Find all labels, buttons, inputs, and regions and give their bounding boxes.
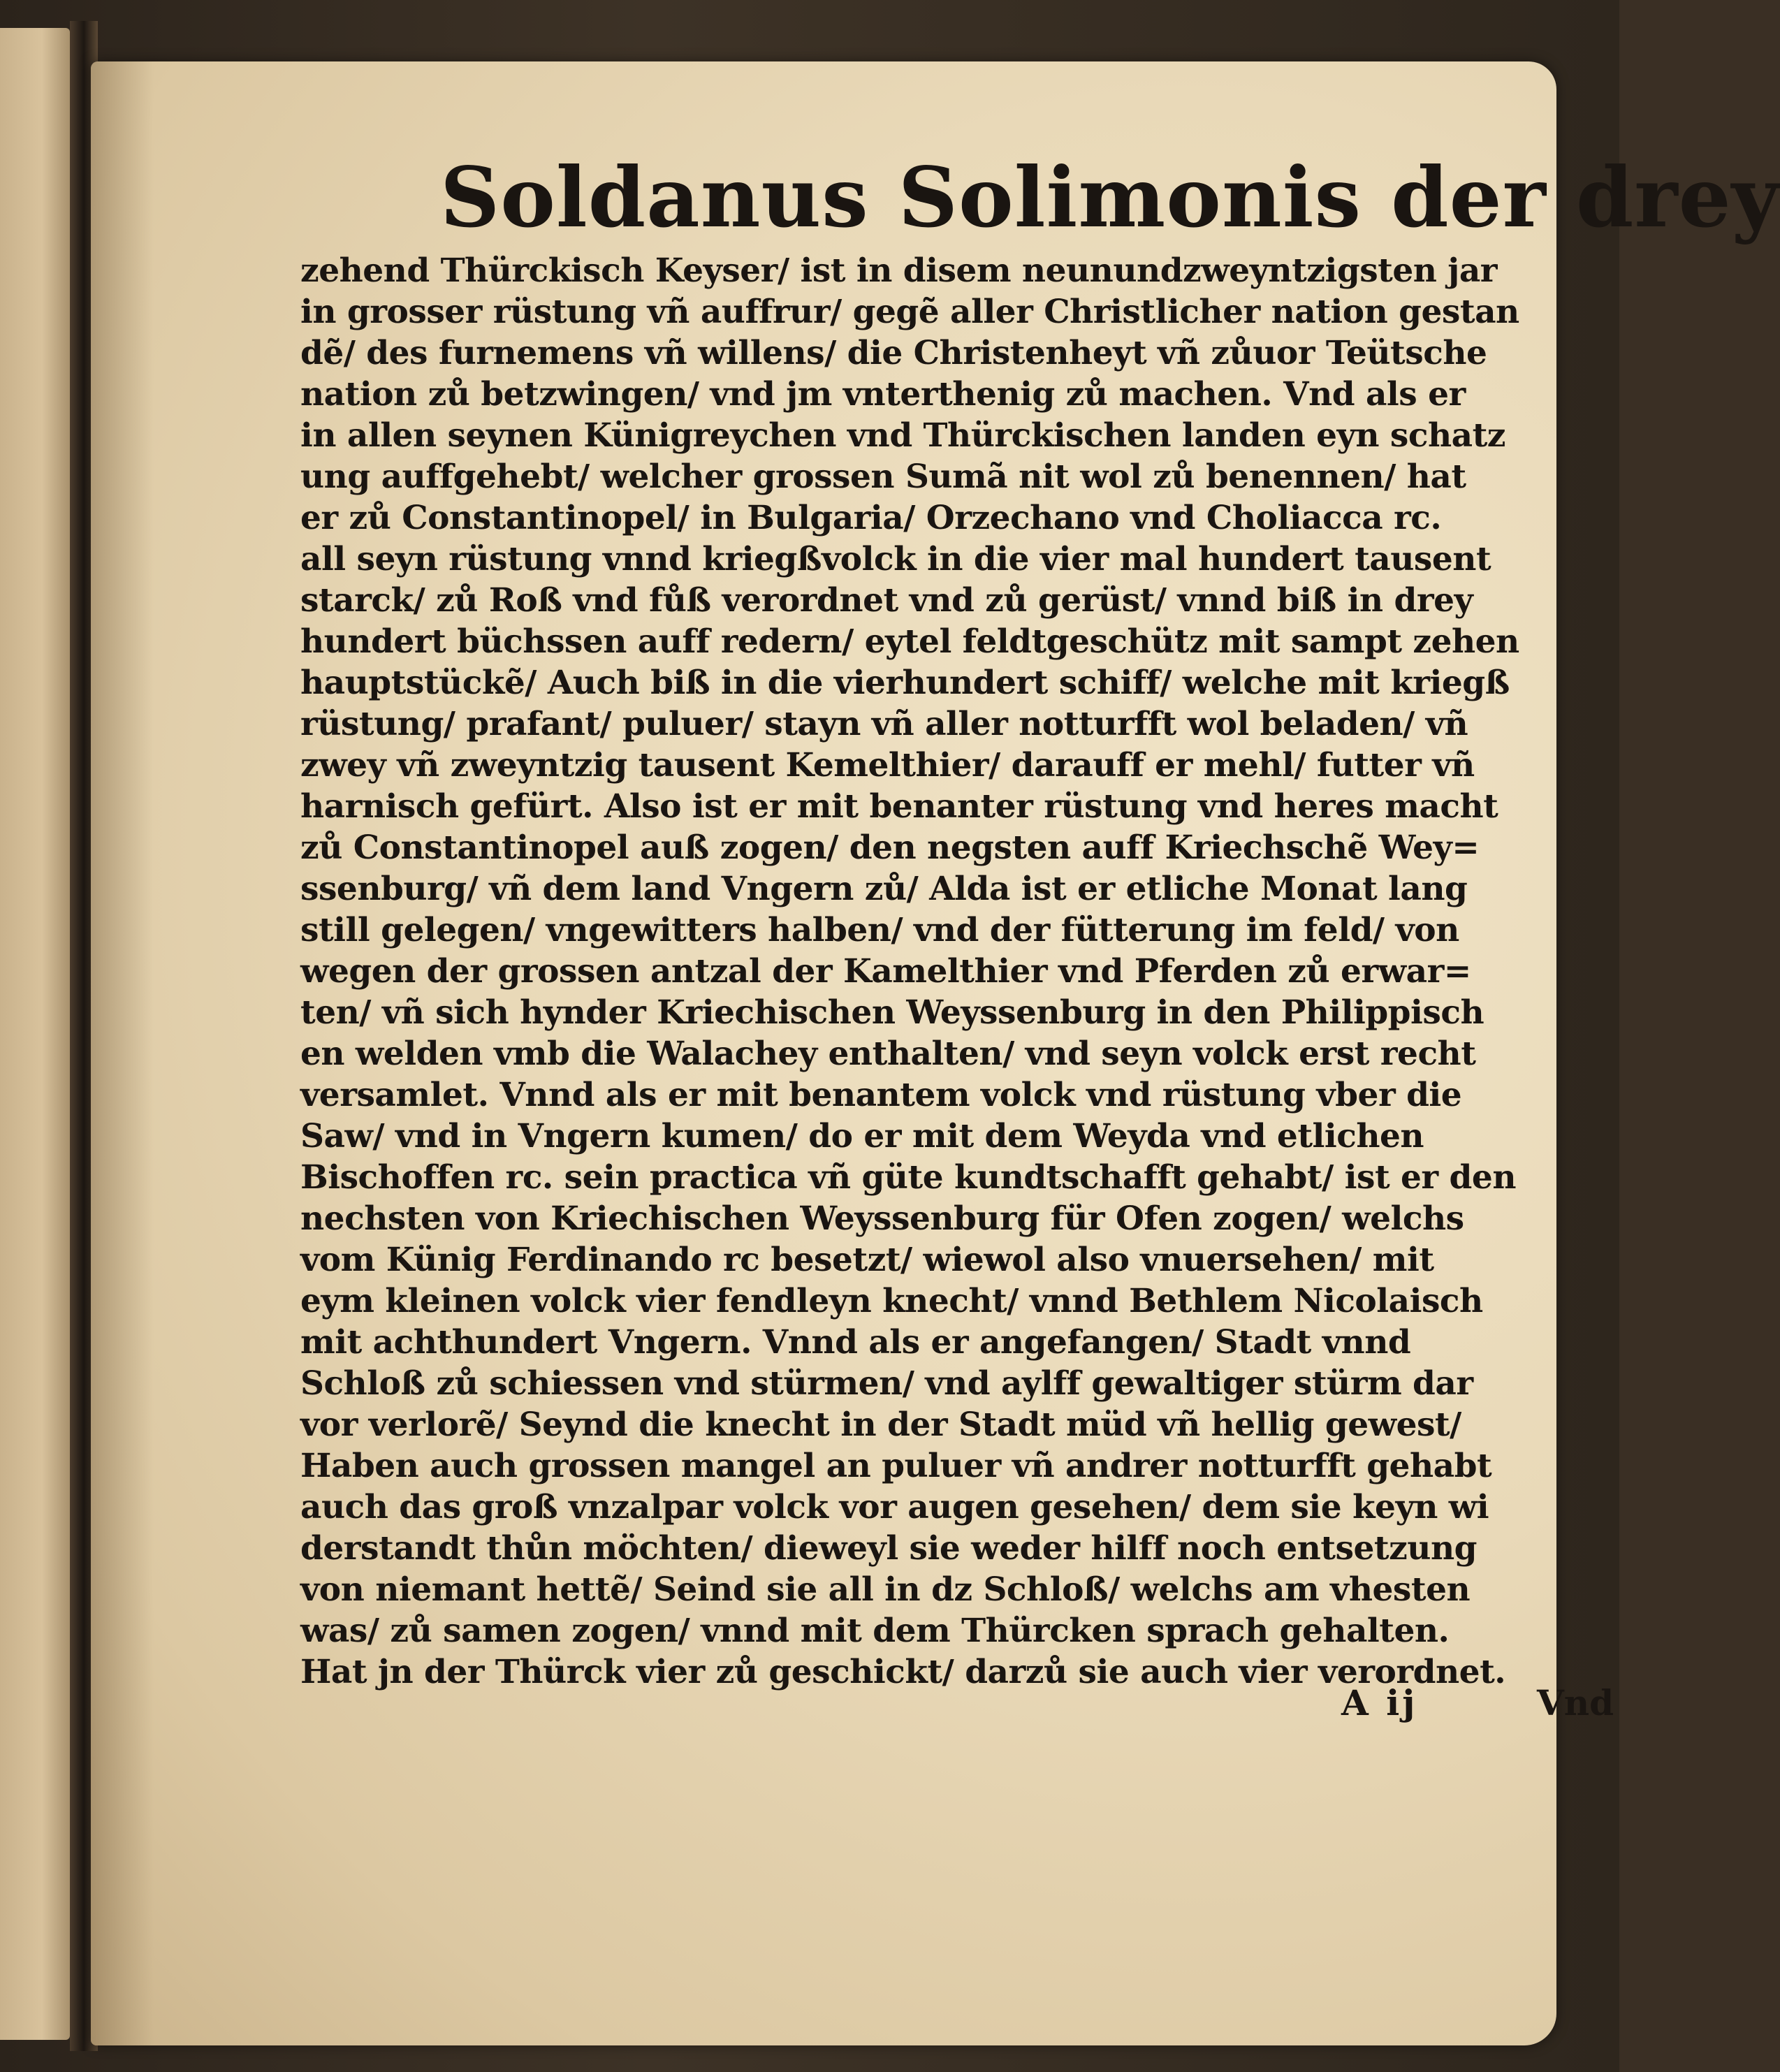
text-line: mit achthundert Vngern. Vnnd als er angefangen/ Stadt vnnd bbox=[300, 1323, 1411, 1362]
text-line: zehend Thürckisch Keyser/ ist in disem neunundzweyntzigsten jar bbox=[300, 251, 1498, 290]
text-line: ten/ vñ sich hynder Kriechischen Weyssenburg in den Philippisch bbox=[300, 993, 1484, 1032]
text-line: starck/ zů Roß vnd fůß verordnet vnd zů gerüst/ vnnd biß in drey bbox=[300, 581, 1473, 620]
text-line: zwey vñ zweyntzig tausent Kemelthier/ darauff er mehl/ futter vñ bbox=[300, 746, 1475, 785]
text-block bbox=[300, 145, 1780, 1693]
text-line: Hat jn der Thürck vier zů geschickt/ darzů sie auch vier verordnet. bbox=[300, 1653, 1506, 1691]
text-line: all seyn rüstung vnnd kriegßvolck in die vier mal hundert tausent bbox=[300, 540, 1491, 578]
text-line: harnisch gefürt. Also ist er mit benanter rüstung vnd heres macht bbox=[300, 787, 1498, 826]
text-line: hauptstückẽ/ Auch biß in die vierhundert schiff/ welche mit kriegß bbox=[300, 664, 1510, 702]
text-line: vor verlorẽ/ Seynd die knecht in der Stadt müd vñ hellig gewest/ bbox=[300, 1406, 1461, 1444]
signature-mark: A ij bbox=[1341, 1682, 1418, 1723]
text-line: in allen seynen Künigreychen vnd Thürckischen landen eyn schatz bbox=[300, 416, 1505, 455]
text-line: vom Künig Ferdinando rc besetzt/ wiewol also vnuersehen/ mit bbox=[300, 1241, 1434, 1279]
text-line: er zů Constantinopel/ in Bulgaria/ Orzechano vnd Choliacca rc. bbox=[300, 499, 1442, 537]
text-line: versamlet. Vnnd als er mit benantem volck vnd rüstung vber die bbox=[300, 1076, 1462, 1114]
text-line: rüstung/ prafant/ puluer/ stayn vñ aller notturfft wol beladen/ vñ bbox=[300, 705, 1468, 743]
page bbox=[91, 61, 1780, 2045]
text-line: zů Constantinopel auß zogen/ den negsten auff Kriechschẽ Wey= bbox=[300, 829, 1480, 867]
text-line: Schloß zů schiessen vnd stürmen/ vnd aylff gewaltiger stürm dar bbox=[300, 1364, 1473, 1403]
text-line: Bischoffen rc. sein practica vñ güte kundtschafft gehabt/ ist er den bbox=[300, 1158, 1516, 1197]
text-line: wegen der grossen antzal der Kamelthier vnd Pferden zů erwar= bbox=[300, 952, 1471, 991]
text-line: eym kleinen volck vier fendleyn knecht/ vnnd Bethlem Nicolaisch bbox=[300, 1282, 1483, 1320]
text-line: was/ zů samen zogen/ vnnd mit dem Thürcken sprach gehalten. bbox=[300, 1612, 1450, 1650]
text-line: nation zů betzwingen/ vnd jm vnterthenig zů machen. Vnd als er bbox=[300, 375, 1466, 414]
text-line: derstandt thůn möchten/ dieweyl sie weder hilff noch entsetzung bbox=[300, 1529, 1477, 1568]
page-heading: Soldanus Solimonis der drey bbox=[440, 149, 1780, 246]
text-line: dẽ/ des furnemens vñ willens/ die Christenheyt vñ zůuor Teütsche bbox=[300, 334, 1487, 372]
text-line: Saw/ vnd in Vngern kumen/ do er mit dem Weyda vnd etlichen bbox=[300, 1117, 1424, 1155]
text-line: von niemant hettẽ/ Seind sie all in dz Schloß/ welchs am vhesten bbox=[300, 1570, 1471, 1609]
text-line: Haben auch grossen mangel an puluer vñ andrer notturfft gehabt bbox=[300, 1447, 1492, 1485]
text-line: ssenburg/ vñ dem land Vngern zů/ Alda ist er etliche Monat lang bbox=[300, 870, 1468, 908]
text-line: nechsten von Kriechischen Weyssenburg für Ofen zogen/ welchs bbox=[300, 1199, 1464, 1238]
text-line: in grosser rüstung vñ auffrur/ gegẽ aller Christlicher nation gestan bbox=[300, 293, 1519, 331]
text-line: en welden vmb die Walachey enthalten/ vnd seyn volck erst recht bbox=[300, 1035, 1476, 1073]
text-line: ung auffgehebt/ welcher grossen Sumã nit wol zů benennen/ hat bbox=[300, 458, 1466, 496]
catchword: Vnd bbox=[1537, 1682, 1614, 1723]
left-page-edge bbox=[0, 28, 70, 2040]
text-line: auch das groß vnzalpar volck vor augen gesehen/ dem sie keyn wi bbox=[300, 1488, 1489, 1526]
text-line: still gelegen/ vngewitters halben/ vnd der fütterung im feld/ von bbox=[300, 911, 1459, 949]
text-line: hundert büchssen auff redern/ eytel feldtgeschütz mit sampt zehen bbox=[300, 622, 1519, 661]
